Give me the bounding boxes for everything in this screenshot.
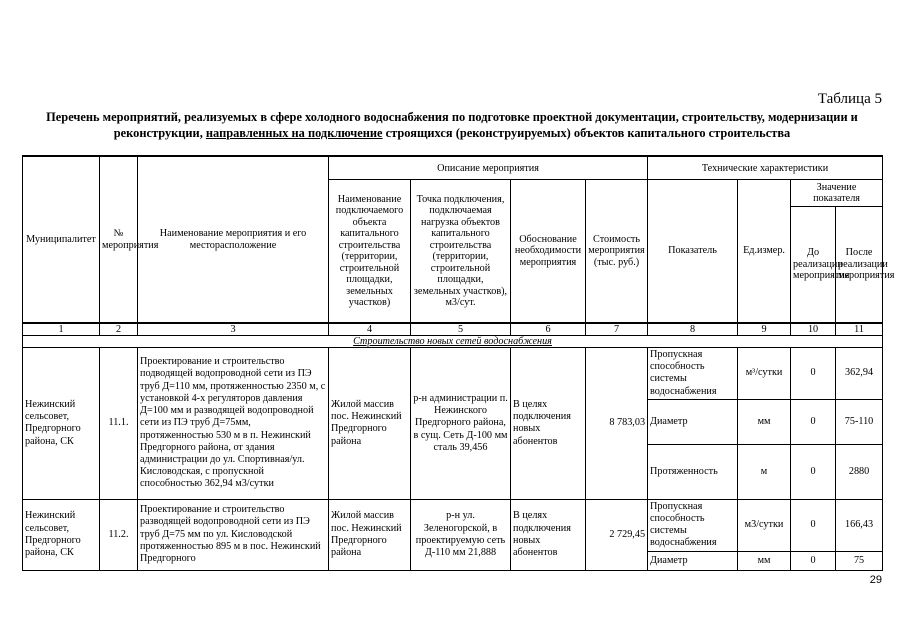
cell-indicator: Протяженность [648,444,738,499]
header-description-group: Описание мероприятия [329,156,648,180]
cell-num: 11.1. [100,348,138,500]
cell-object: Жилой массив пос. Нежинский Предгорного района [329,499,411,570]
cell-before: 0 [791,551,836,570]
cell-after: 2880 [836,444,883,499]
header-indicator: Показатель [648,180,738,324]
cell-indicator: Пропускная способность системы водоснабжения [648,499,738,551]
column-number: 8 [648,323,738,336]
header-tech-group: Технические характеристики [648,156,883,180]
column-number-row [23,323,883,336]
column-number: 6 [511,323,586,336]
cell-unit: мм [738,551,791,570]
document-title [22,109,882,141]
column-number: 11 [836,323,883,336]
header-value-group: Значение показателя [791,180,883,207]
title-part-1: Перечень мероприятий, реализуемых в сфере холодного водоснабжения по подготовке проектной документации, строительству, модернизации и реконструкции, [46,110,858,140]
column-number: 3 [138,323,329,336]
section-row [23,336,883,348]
cell-unit: м³/сутки [738,348,791,400]
cell-object: Жилой массив пос. Нежинский Предгорного района [329,348,411,500]
cell-point: р-н администрации п. Нежинского Предгорного района, в сущ. Сеть Д-100 мм сталь 39,456 [411,348,511,500]
column-number: 10 [791,323,836,336]
cell-cost: 2 729,45 [586,499,648,570]
title-part-2: строящихся (реконструируемых) объектов капитального строительства [382,126,791,140]
header-before: До реализации мероприятия [791,207,836,324]
header-name: Наименование мероприятия и его месторасположение [138,156,329,323]
header-after: После реализации мероприятия [836,207,883,324]
cell-before: 0 [791,348,836,400]
column-number: 4 [329,323,411,336]
cell-unit: м3/сутки [738,499,791,551]
measures-table [22,155,895,571]
header-unit: Ед.измер. [738,180,791,324]
column-number: 2 [100,323,138,336]
column-number: 9 [738,323,791,336]
page-number: 29 [869,574,882,586]
header-cost: Стоимость мероприятия (тыс. руб.) [586,180,648,324]
table-caption: Таблица 5 [817,91,882,107]
section-title: Строительство новых сетей водоснабжения [23,336,883,348]
column-number: 7 [586,323,648,336]
cell-unit: мм [738,399,791,444]
header-num: № мероприятия [100,156,138,323]
cell-after: 75-110 [836,399,883,444]
header-connection-point: Точка подключения, подключаемая нагрузка объектов капитального строительства (территории, строительной площадки, земельных участков), м3/сут. [411,180,511,324]
cell-after: 75 [836,551,883,570]
cell-municipality: Нежинский сельсовет, Предгорного района, СК [23,348,100,500]
cell-name: Проектирование и строительство подводящей водопроводной сети из ПЭ труб Д=110 мм, протяженностью 2350 м, с установкой 4-х регуляторов давления Д=100 мм и разводящей водопроводной сети из ПЭ труб Д=75мм, протяженностью 530 м в п. Нежинский Предгорного района, от здания администрации до ул. Спортивная/ул. Кисловодская, с пропускной способностью 362,94 м3/сутки [138,348,329,500]
header-justification: Обоснование необходимости мероприятия [511,180,586,324]
cell-indicator: Пропускная способность системы водоснабжения [648,348,738,400]
column-number: 1 [23,323,100,336]
cell-justification: В целях подключения новых абонентов [511,348,586,500]
cell-municipality: Нежинский сельсовет, Предгорного района, СК [23,499,100,570]
column-number: 5 [411,323,511,336]
cell-indicator: Диаметр [648,399,738,444]
cell-justification: В целях подключения новых абонентов [511,499,586,570]
table-row [23,499,883,551]
table-row [23,348,883,400]
cell-after: 166,43 [836,499,883,551]
cell-before: 0 [791,444,836,499]
cell-after: 362,94 [836,348,883,400]
cell-before: 0 [791,399,836,444]
cell-point: р-н ул. Зеленогорской, в проектируемую сеть Д-110 мм 21,888 [411,499,511,570]
cell-unit: м [738,444,791,499]
cell-num: 11.2. [100,499,138,570]
cell-before: 0 [791,499,836,551]
cell-indicator: Диаметр [648,551,738,570]
header-municipality: Муниципалитет [23,156,100,323]
title-underlined: направленных на подключение [205,126,383,140]
cell-cost: 8 783,03 [586,348,648,500]
header-connected-object: Наименование подключаемого объекта капитального строительства (территории, строительной площадки, земельных участков) [329,180,411,324]
cell-name: Проектирование и строительство разводящей водопроводной сети из ПЭ труб Д=75 мм по ул. Кисловодской протяженностью 895 м в пос. Нежинский Предгорного [138,499,329,570]
